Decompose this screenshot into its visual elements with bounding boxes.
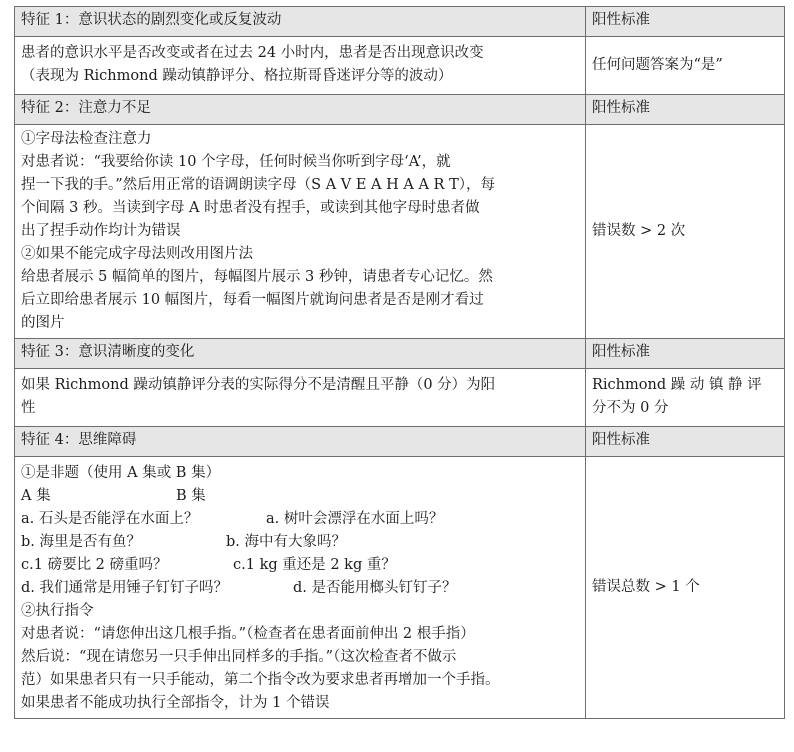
text-line: 捏一下我的手。”然后用正常的语调朗读字母（S A V E A H A A R T），每 [21, 177, 496, 193]
text-line: Richmond 躁 动 镇 静 评 [592, 377, 762, 393]
question-b: b. 海中有大象吗？ [226, 534, 346, 550]
feature-4-criterion-header: 阳性标准 [586, 427, 785, 457]
question-a: d. 我们通常是用锤子钉钉子吗？ [21, 580, 228, 596]
question-pair [21, 508, 579, 531]
text-line: 给患者展示 5 幅简单的图片，每幅图片展示 3 秒钟，请患者专心记忆。然 [21, 269, 493, 285]
text-line: ②执行指令 [21, 603, 94, 619]
text-line: 的图片 [21, 315, 65, 331]
text-line: ②如果不能完成字母法则改用图片法 [21, 246, 253, 262]
feature-1-body-row [15, 37, 785, 95]
question-b: c.1 kg 重还是 2 kg 重？ [233, 557, 396, 573]
question-a: c.1 磅要比 2 磅重吗？ [21, 557, 168, 573]
feature-4-criterion: 错误总数 > 1 个 [586, 457, 785, 719]
feature-4-body-row [15, 457, 785, 719]
feature-2-description [15, 125, 586, 339]
feature-1-description [15, 37, 586, 95]
text-line: 范）如果患者只有一只手能动，第二个指令改为要求患者再增加一个手指。 [21, 672, 500, 688]
feature-1-title: 特征 1：意识状态的剧烈变化或反复波动 [15, 7, 586, 37]
set-labels [21, 485, 579, 508]
set-b-label: B 集 [176, 488, 206, 504]
cam-icu-table [14, 6, 785, 719]
text-line: 性 [21, 400, 36, 416]
feature-3-description [15, 369, 586, 427]
feature-4-header-row [15, 427, 785, 457]
text-line: 个间隔 3 秒。当读到字母 A 时患者没有捏手，或读到其他字母时患者做 [21, 200, 480, 216]
text-line: （表现为 Richmond 躁动镇静评分、格拉斯哥昏迷评分等的波动） [21, 68, 453, 84]
text-line: 对患者说：“我要给你读 10 个字母，任何时候当你听到字母‘A’，就 [21, 154, 451, 170]
text-line: 分不为 0 分 [592, 400, 669, 416]
feature-1-header-row [15, 7, 785, 37]
feature-3-title: 特征 3：意识清晰度的变化 [15, 339, 586, 369]
question-b: d. 是否能用榔头钉钉子？ [293, 580, 457, 596]
feature-1-criterion-header: 阳性标准 [586, 7, 785, 37]
question-pair [21, 577, 579, 600]
feature-1-criterion: 任何问题答案为“是” [586, 37, 785, 95]
feature-3-criterion-header: 阳性标准 [586, 339, 785, 369]
text-line: ①字母法检查注意力 [21, 131, 152, 147]
question-pair [21, 554, 579, 577]
text-line: ①是非题（使用 A 集或 B 集） [21, 465, 221, 481]
text-line: 后立即给患者展示 10 幅图片，每看一幅图片就询问患者是否是刚才看过 [21, 292, 484, 308]
feature-2-header-row [15, 95, 785, 125]
question-a: b. 海里是否有鱼？ [21, 534, 141, 550]
feature-3-criterion [586, 369, 785, 427]
text-line: 如果患者不能成功执行全部指令，计为 1 个错误 [21, 695, 330, 711]
feature-4-title: 特征 4：思维障碍 [15, 427, 586, 457]
feature-2-criterion: 错误数 > 2 次 [586, 125, 785, 339]
question-b: a. 树叶会漂浮在水面上吗？ [266, 511, 444, 527]
feature-4-description [15, 457, 586, 719]
feature-2-criterion-header: 阳性标准 [586, 95, 785, 125]
text-line: 对患者说：“请您伸出这几根手指。”（检查者在患者面前伸出 2 根手指） [21, 626, 475, 642]
question-a: a. 石头是否能浮在水面上？ [21, 511, 199, 527]
feature-3-header-row [15, 339, 785, 369]
text-line: 然后说：“现在请您另一只手伸出同样多的手指。”（这次检查者不做示 [21, 649, 457, 665]
text-line: 出了捏手动作均计为错误 [21, 223, 181, 239]
feature-2-title: 特征 2：注意力不足 [15, 95, 586, 125]
feature-2-body-row [15, 125, 785, 339]
question-pair [21, 531, 579, 554]
feature-3-body-row [15, 369, 785, 427]
text-line: 患者的意识水平是否改变或者在过去 24 小时内，患者是否出现意识改变 [21, 45, 484, 61]
set-a-label: A 集 [21, 488, 51, 504]
text-line: 如果 Richmond 躁动镇静评分表的实际得分不是清醒且平静（0 分）为阳 [21, 377, 496, 393]
